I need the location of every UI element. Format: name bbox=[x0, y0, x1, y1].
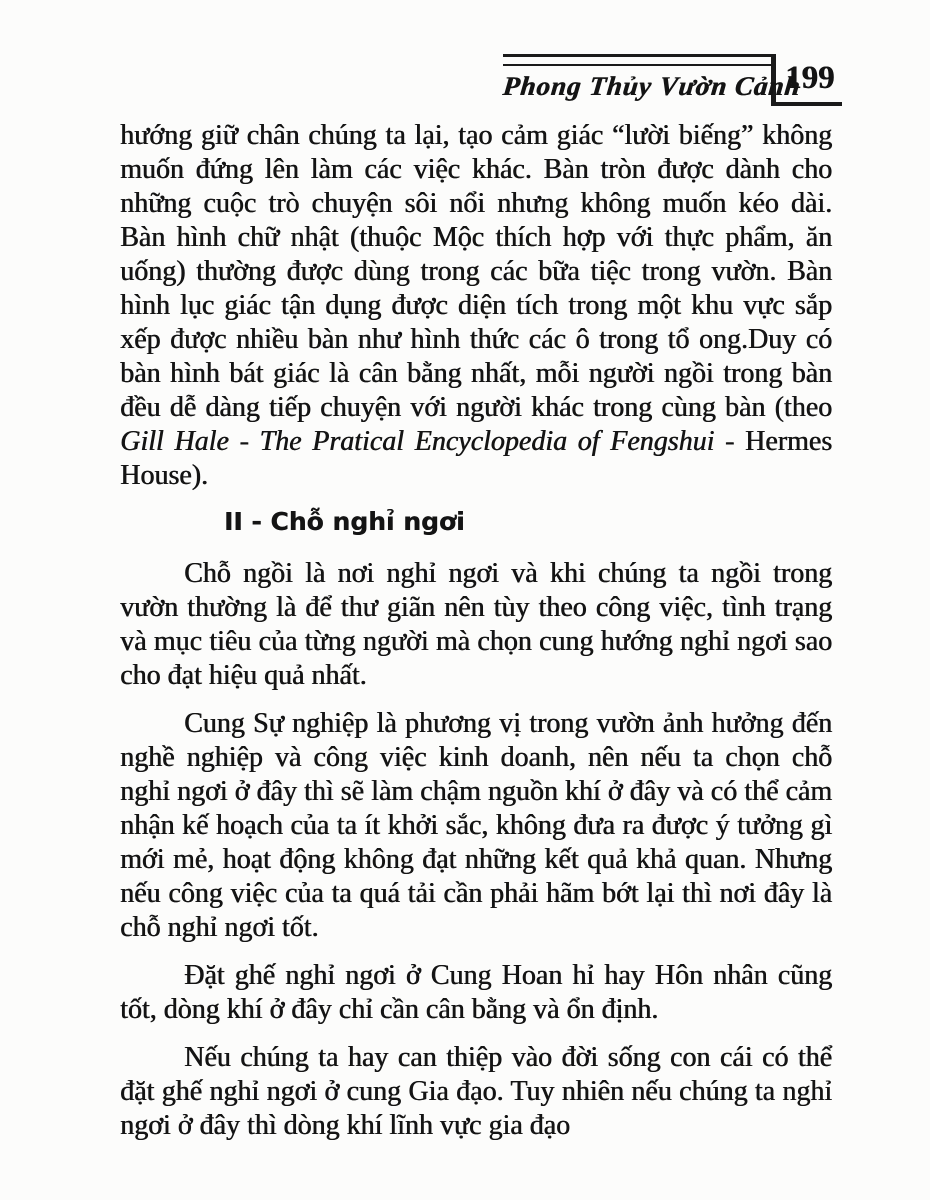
running-title: Phong Thủy Vườn Cảnh bbox=[501, 71, 803, 101]
paragraph-marriage-sector: Đặt ghế nghỉ ngơi ở Cung Hoan hỉ hay Hôn nhân cũng tốt, dòng khí ở đây chỉ cần cân bằng và ổn định. bbox=[120, 960, 832, 1025]
paragraph-career-sector: Cung Sự nghiệp là phương vị trong vườn ảnh hưởng đến nghề nghiệp và công việc kinh doanh, nên nếu ta chọn chỗ nghỉ ngơi ở đây thì sẽ làm chậm nguồn khí ở đây và có thể cảm nhận kế hoạch của ta ít khởi sắc, không đưa ra được ý tưởng gì mới mẻ, hoạt động không đạt những kết quả khả quan. Nhưng nếu công việc của ta quá tải cần phải hãm bớt lại thì nơi đây là chỗ nghỉ ngơi tốt. bbox=[120, 708, 832, 943]
page-header-left bbox=[501, 54, 803, 106]
page-number: 199 bbox=[771, 54, 842, 106]
citation-separator: - bbox=[228, 426, 260, 457]
paragraph-family-sector: Nếu chúng ta hay can thiệp vào đời sống con cái có thể đặt ghế nghỉ ngơi ở cung Gia đạo. Tuy nhiên nếu chúng ta nghỉ ngơi ở đây thì dòng khí lĩnh vực gia đạo bbox=[120, 1042, 832, 1141]
section-heading-resting-place: II - Chỗ nghỉ ngơi bbox=[224, 507, 465, 536]
header-rule bbox=[503, 54, 771, 66]
page-header bbox=[503, 54, 842, 106]
citation-publisher: - Hermes House). bbox=[120, 426, 832, 491]
body-text-block bbox=[120, 119, 832, 1157]
citation-author: Gill Hale bbox=[120, 426, 229, 457]
paragraph-tables-text: hướng giữ chân chúng ta lại, tạo cảm giác “lười biếng” không muốn đứng lên làm các việc khác. Bàn tròn được dành cho những cuộc trò chuyện sôi nổi nhưng không muốn kéo dài. Bàn hình chữ nhật (thuộc Mộc thích hợp với thực phẩm, ăn uống) thường được dùng trong các bữa tiệc trong vườn. Bàn hình lục giác tận dụng được diện tích trong một khu vực sắp xếp được nhiều bàn như hình thức các ô trong tổ ong.Duy có bàn hình bát giác là cân bằng nhất, mỗi người ngồi trong bàn đều dễ dàng tiếp chuyện với người khác trong cùng bàn (theo bbox=[120, 120, 832, 423]
paragraph-resting-intro: Chỗ ngồi là nơi nghỉ ngơi và khi chúng ta ngồi trong vườn thường là để thư giãn nên tùy theo công việc, tình trạng và mục tiêu của từng người mà chọn cung hướng nghỉ ngơi sao cho đạt hiệu quả nhất. bbox=[120, 558, 832, 691]
citation-book-title: The Pratical Encyclopedia of Fengshui bbox=[259, 426, 715, 457]
paragraph-tables bbox=[120, 119, 832, 493]
